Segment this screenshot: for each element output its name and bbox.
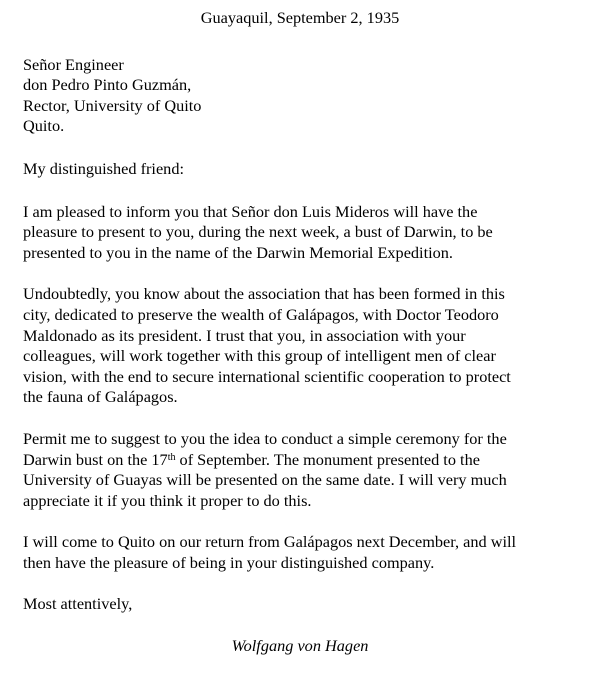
text-line: I am pleased to inform you that Señor don Luis Mideros will have the — [23, 201, 478, 221]
text-line: I will come to Quito on our return from Galápagos next December, and will — [23, 532, 517, 552]
address-line: Rector, University of Quito — [23, 95, 202, 115]
paragraph-2 — [23, 284, 583, 408]
paragraph-3 — [23, 429, 583, 511]
text-line: presented to you in the name of the Darwin Memorial Expedition. — [23, 242, 453, 262]
paragraph-4 — [23, 532, 583, 573]
text-line: Maldonado as its president. I trust that you, in association with your — [23, 325, 466, 345]
text-line: city, dedicated to preserve the wealth of Galápagos, with Doctor Teodoro — [23, 304, 499, 324]
text-line: appreciate it if you think it proper to do this. — [23, 490, 312, 510]
text-line: colleagues, will work together with this group of intelligent men of clear — [23, 346, 496, 366]
signature: Wolfgang von Hagen — [231, 636, 369, 656]
dateline: Guayaquil, September 2, 1935 — [200, 8, 400, 27]
text-segment: of September. The monument presented to the — [175, 449, 480, 469]
recipient-address — [23, 55, 583, 137]
text-line: vision, with the end to secure international scientific cooperation to protect — [23, 366, 511, 386]
text-line: then have the pleasure of being in your distinguished company. — [23, 552, 435, 572]
text-line: pleasure to present to you, during the next week, a bust of Darwin, to be — [23, 222, 493, 242]
address-line: Quito. — [23, 116, 65, 136]
letter — [23, 8, 583, 657]
text-line: University of Guayas will be presented on the same date. I will very much — [23, 470, 507, 490]
text-line: Permit me to suggest to you the idea to conduct a simple ceremony for the — [23, 428, 507, 448]
salutation: My distinguished friend: — [23, 158, 184, 178]
ordinal-suffix: th — [167, 451, 176, 463]
text-line — [23, 450, 583, 471]
text-line: Undoubtedly, you know about the association that has been formed in this — [23, 284, 505, 304]
paragraph-1 — [23, 202, 583, 264]
address-line: Señor Engineer — [23, 54, 124, 74]
text-segment: Darwin bust on the 17 — [23, 449, 168, 469]
closing: Most attentively, — [23, 594, 133, 614]
address-line: don Pedro Pinto Guzmán, — [23, 75, 192, 95]
text-line: the fauna of Galápagos. — [23, 387, 178, 407]
